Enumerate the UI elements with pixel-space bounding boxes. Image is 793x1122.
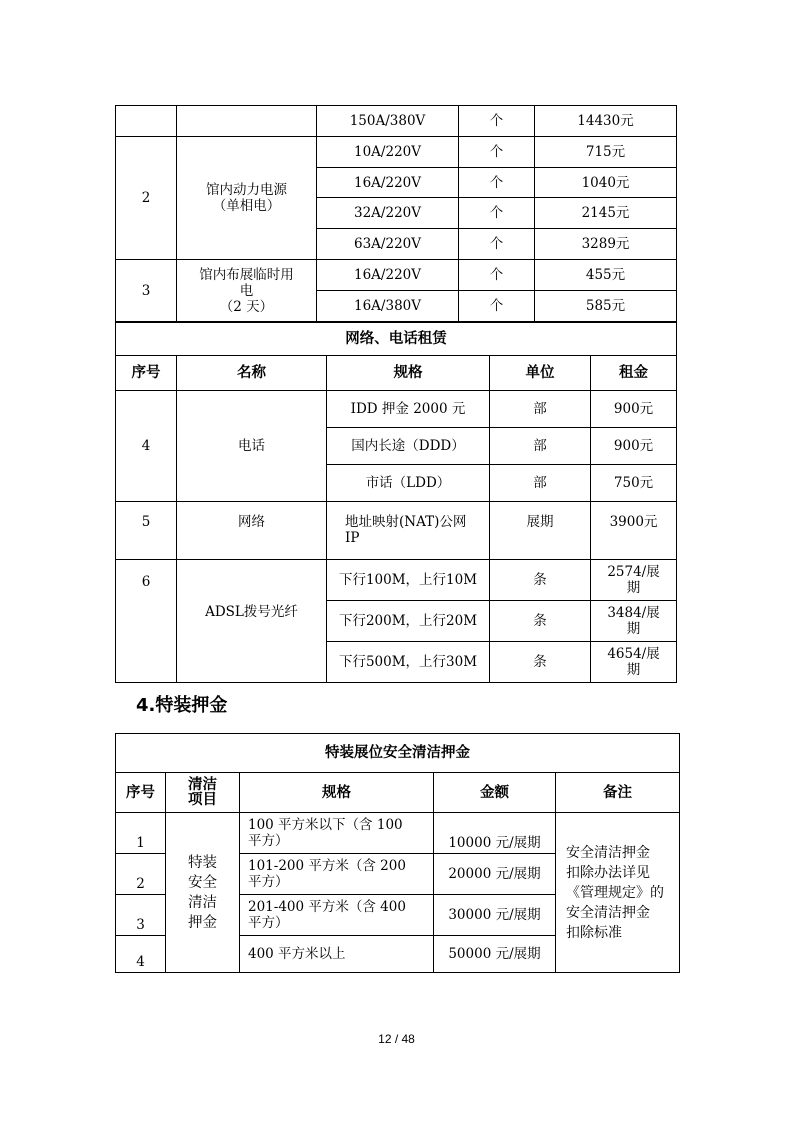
cell-spec <box>240 813 434 854</box>
header-item <box>166 773 240 813</box>
table-row <box>116 813 680 854</box>
cell-no: 1 <box>116 813 166 854</box>
table-row <box>116 106 677 137</box>
table-row <box>116 391 677 428</box>
cell-spec <box>240 854 434 895</box>
cell-price: 3900元 <box>591 502 677 560</box>
cell-spec: 下行500M，上行30M <box>327 642 490 683</box>
cell-spec: 16A/220V <box>317 168 459 198</box>
cell-price: 900元 <box>591 391 677 428</box>
header-spec: 规格 <box>240 773 434 813</box>
cell-no: 4 <box>116 391 177 502</box>
cell-unit: 展期 <box>490 502 591 560</box>
name-line: （2 天） <box>219 298 274 315</box>
cell-price <box>591 560 677 601</box>
cell-spec: 国内长途（DDD） <box>327 428 490 465</box>
cell-spec: 63A/220V <box>317 229 459 260</box>
table-title-row <box>116 734 680 773</box>
deposit-table <box>115 733 680 973</box>
item-line: 安全 <box>188 874 217 891</box>
cell-spec: 400 平方米以上 <box>240 936 434 973</box>
cell-unit: 部 <box>490 465 591 502</box>
cell-price: 900元 <box>591 428 677 465</box>
cell-price: 14430元 <box>535 106 677 137</box>
cell-unit: 条 <box>490 601 591 642</box>
page-number: 12 / 48 <box>378 1032 415 1046</box>
cell-spec: 16A/380V <box>317 291 459 322</box>
cell-no: 3 <box>116 260 177 322</box>
table-header-row <box>116 773 680 813</box>
price-line: 期 <box>626 580 641 596</box>
table-row <box>116 502 677 560</box>
header-remark: 备注 <box>556 773 680 813</box>
cell-price <box>591 601 677 642</box>
price-line: 4654/展 <box>607 646 660 662</box>
cell-unit: 条 <box>490 642 591 683</box>
header-name: 名称 <box>177 356 327 391</box>
name-line: 电 <box>239 282 254 299</box>
table-row <box>116 260 677 291</box>
spec-line: 地址映射(NAT)公网 <box>345 514 467 530</box>
cell-name: ADSL拨号光纤 <box>177 560 327 683</box>
spec-line: 101-200 平方米（含 200 <box>248 858 406 874</box>
table-title: 特装展位安全清洁押金 <box>116 734 680 773</box>
cell-spec: IDD 押金 2000 元 <box>327 391 490 428</box>
cell-name <box>177 106 317 137</box>
spec-line: IP <box>345 530 360 546</box>
cell-amount: 20000 元/展期 <box>434 854 556 895</box>
cell-price: 455元 <box>535 260 677 291</box>
cell-spec: 150A/380V <box>317 106 459 137</box>
cell-price: 585元 <box>535 291 677 322</box>
cell-no: 4 <box>116 936 166 973</box>
cell-no: 2 <box>116 854 166 895</box>
cell-unit: 个 <box>459 260 535 291</box>
name-line: 馆内布展临时用 <box>199 266 294 283</box>
cell-no: 5 <box>116 502 177 560</box>
cell-unit: 部 <box>490 428 591 465</box>
item-line: 押金 <box>188 914 217 931</box>
cell-no: 6 <box>116 560 177 683</box>
header-price: 租金 <box>591 356 677 391</box>
cell-spec: 16A/220V <box>317 260 459 291</box>
cell-spec: 10A/220V <box>317 137 459 168</box>
cell-amount: 10000 元/展期 <box>434 813 556 854</box>
spec-line: 100 平方米以下（含 100 <box>248 817 403 833</box>
cell-unit: 部 <box>490 391 591 428</box>
spec-line: 平方） <box>248 833 289 849</box>
cell-spec: 市话（LDD） <box>327 465 490 502</box>
price-line: 期 <box>626 621 641 637</box>
spec-line: 平方） <box>248 874 289 890</box>
cell-unit: 个 <box>459 137 535 168</box>
header-unit: 单位 <box>490 356 591 391</box>
remark-line: 《管理规定》的 <box>566 884 664 901</box>
cell-amount: 30000 元/展期 <box>434 895 556 936</box>
header-line: 清洁 <box>188 776 217 793</box>
cell-item <box>166 813 240 973</box>
spec-line: 201-400 平方米（含 400 <box>248 899 406 915</box>
cell-unit: 个 <box>459 229 535 260</box>
cell-price <box>591 642 677 683</box>
price-line: 3484/展 <box>607 605 660 621</box>
cell-no: 2 <box>116 137 177 260</box>
remark-line: 扣除标准 <box>566 924 622 941</box>
power-table <box>115 105 677 322</box>
header-amount: 金额 <box>434 773 556 813</box>
name-line: （单相电） <box>212 198 281 214</box>
cell-name <box>177 137 317 260</box>
cell-price: 3289元 <box>535 229 677 260</box>
cell-remark <box>556 813 680 973</box>
table-header-row <box>116 356 677 391</box>
cell-name <box>177 260 317 322</box>
cell-spec <box>240 895 434 936</box>
header-no: 序号 <box>116 356 177 391</box>
cell-price: 715元 <box>535 137 677 168</box>
name-line: 馆内动力电源 <box>206 182 287 198</box>
price-line: 期 <box>626 662 641 678</box>
remark-line: 安全清洁押金 <box>566 844 650 861</box>
cell-spec <box>327 502 490 560</box>
cell-name: 网络 <box>177 502 327 560</box>
cell-spec: 32A/220V <box>317 198 459 229</box>
table-title-row <box>116 323 677 356</box>
cell-spec: 下行100M，上行10M <box>327 560 490 601</box>
cell-unit: 条 <box>490 560 591 601</box>
spec-line: 平方） <box>248 915 289 931</box>
cell-amount: 50000 元/展期 <box>434 936 556 973</box>
cell-spec: 下行200M，上行20M <box>327 601 490 642</box>
cell-name: 电话 <box>177 391 327 502</box>
item-line: 清洁 <box>188 894 217 911</box>
header-no: 序号 <box>116 773 166 813</box>
table-row <box>116 137 677 168</box>
table-row <box>116 560 677 601</box>
cell-unit: 个 <box>459 291 535 322</box>
cell-price: 750元 <box>591 465 677 502</box>
table-title: 网络、电话租赁 <box>116 323 677 356</box>
cell-unit: 个 <box>459 198 535 229</box>
price-line: 2574/展 <box>607 564 660 580</box>
cell-price: 1040元 <box>535 168 677 198</box>
network-table <box>115 322 677 683</box>
remark-line: 安全清洁押金 <box>566 904 650 921</box>
cell-unit: 个 <box>459 168 535 198</box>
section-heading: 4.特装押金 <box>136 695 228 716</box>
cell-price: 2145元 <box>535 198 677 229</box>
remark-line: 扣除办法详见 <box>566 864 650 881</box>
header-spec: 规格 <box>327 356 490 391</box>
cell-no <box>116 106 177 137</box>
cell-unit: 个 <box>459 106 535 137</box>
cell-no: 3 <box>116 895 166 936</box>
header-line: 项目 <box>188 791 217 808</box>
item-line: 特装 <box>188 854 217 871</box>
